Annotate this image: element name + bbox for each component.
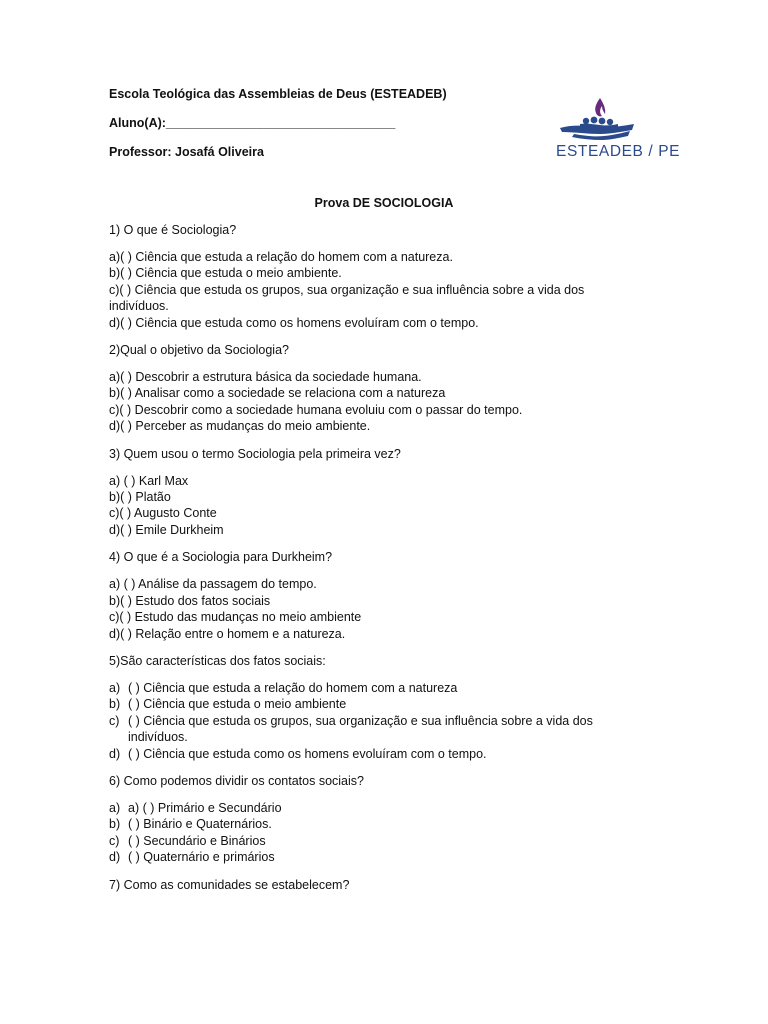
question-text: 4) O que é a Sociologia para Durkheim? (109, 550, 333, 565)
answer-option: b)( ) Estudo dos fatos sociais (109, 593, 271, 608)
answer-option: a)( ) Ciência que estuda a relação do homem com a natureza. (109, 250, 453, 264)
option-text: ( ) Secundário e Binários (128, 833, 266, 848)
answer-option (109, 800, 609, 816)
answer-option (109, 746, 609, 762)
answer-option: a) ( ) Karl Max (109, 473, 189, 488)
question-text: 6) Como podemos dividir os contatos sociais? (109, 773, 364, 788)
option-text: a) ( ) Primário e Secundário (128, 800, 282, 815)
option-text: ( ) Ciência que estuda o meio ambiente (128, 697, 347, 712)
question-4 (109, 549, 609, 642)
option-text: ( ) Ciência que estuda os grupos, sua organização e sua influência sobre a vida dos indivíduos. (128, 713, 593, 745)
esteadeb-emblem-icon (556, 94, 666, 146)
answer-option: c)( ) Descobrir como a sociedade humana evoluiu com o passar do tempo. (109, 402, 523, 417)
option-label: d) (109, 850, 121, 865)
question-text: 7) Como as comunidades se estabelecem? (109, 877, 350, 892)
option-label: c) (109, 833, 120, 848)
question-1 (109, 222, 609, 331)
question-3 (109, 446, 609, 539)
logo-text: ESTEADEB / PE (556, 143, 681, 160)
answer-option (109, 849, 609, 865)
option-text: ( ) Ciência que estuda como os homens evoluíram com o tempo. (128, 746, 487, 761)
option-label: c) (109, 713, 120, 728)
question-text: 2)Qual o objetivo da Sociologia? (109, 343, 289, 358)
answer-option: c)( ) Estudo das mudanças no meio ambiente (109, 610, 362, 625)
question-5 (109, 653, 609, 762)
document-header (109, 86, 529, 173)
option-text: ( ) Binário e Quaternários. (128, 817, 272, 832)
option-label: d) (109, 746, 121, 761)
esteadeb-logo (556, 94, 681, 164)
answer-option (109, 816, 609, 832)
question-text: 3) Quem usou o termo Sociologia pela primeira vez? (109, 446, 401, 461)
option-text: ( ) Quaternário e primários (128, 850, 275, 865)
question-text: 5)São características dos fatos sociais: (109, 653, 326, 668)
exam-title: Prova DE SOCIOLOGIA (314, 196, 454, 210)
answer-option: a)( ) Descobrir a estrutura básica da sociedade humana. (109, 370, 422, 385)
answer-option (109, 713, 609, 746)
question-7 (109, 877, 609, 893)
student-name-field: Aluno(A):_________________________________ (109, 116, 396, 130)
answer-option (109, 680, 609, 696)
answer-option (109, 833, 609, 849)
question-text: 1) O que é Sociologia? (109, 223, 237, 237)
answer-option: b)( ) Platão (109, 490, 171, 505)
answer-option: c)( ) Augusto Conte (109, 506, 217, 521)
answer-option: d)( ) Emile Durkheim (109, 522, 224, 537)
answer-option: d)( ) Ciência que estuda como os homens evoluíram com o tempo. (109, 315, 479, 330)
option-text: ( ) Ciência que estuda a relação do homem com a natureza (128, 680, 458, 695)
school-name: Escola Teológica das Assembleias de Deus (ESTEADEB) (109, 87, 447, 101)
answer-option: d)( ) Relação entre o homem e a natureza. (109, 626, 346, 641)
answer-option (109, 696, 609, 712)
question-6 (109, 773, 609, 866)
questions-list (109, 222, 609, 904)
answer-option: a) ( ) Análise da passagem do tempo. (109, 577, 317, 592)
answer-option: b)( ) Analisar como a sociedade se relaciona com a natureza (109, 386, 446, 401)
teacher-name: Professor: Josafá Oliveira (109, 145, 264, 159)
option-label: b) (109, 817, 121, 832)
option-label: a) (109, 800, 121, 815)
answer-option: d)( ) Perceber as mudanças do meio ambiente. (109, 419, 371, 434)
option-label: a) (109, 680, 121, 695)
answer-option: c)( ) Ciência que estuda os grupos, sua organização e sua influência sobre a vida dos indivíduos. (109, 282, 585, 314)
question-2 (109, 342, 609, 435)
answer-option: b)( ) Ciência que estuda o meio ambiente. (109, 266, 342, 281)
option-label: b) (109, 697, 121, 712)
